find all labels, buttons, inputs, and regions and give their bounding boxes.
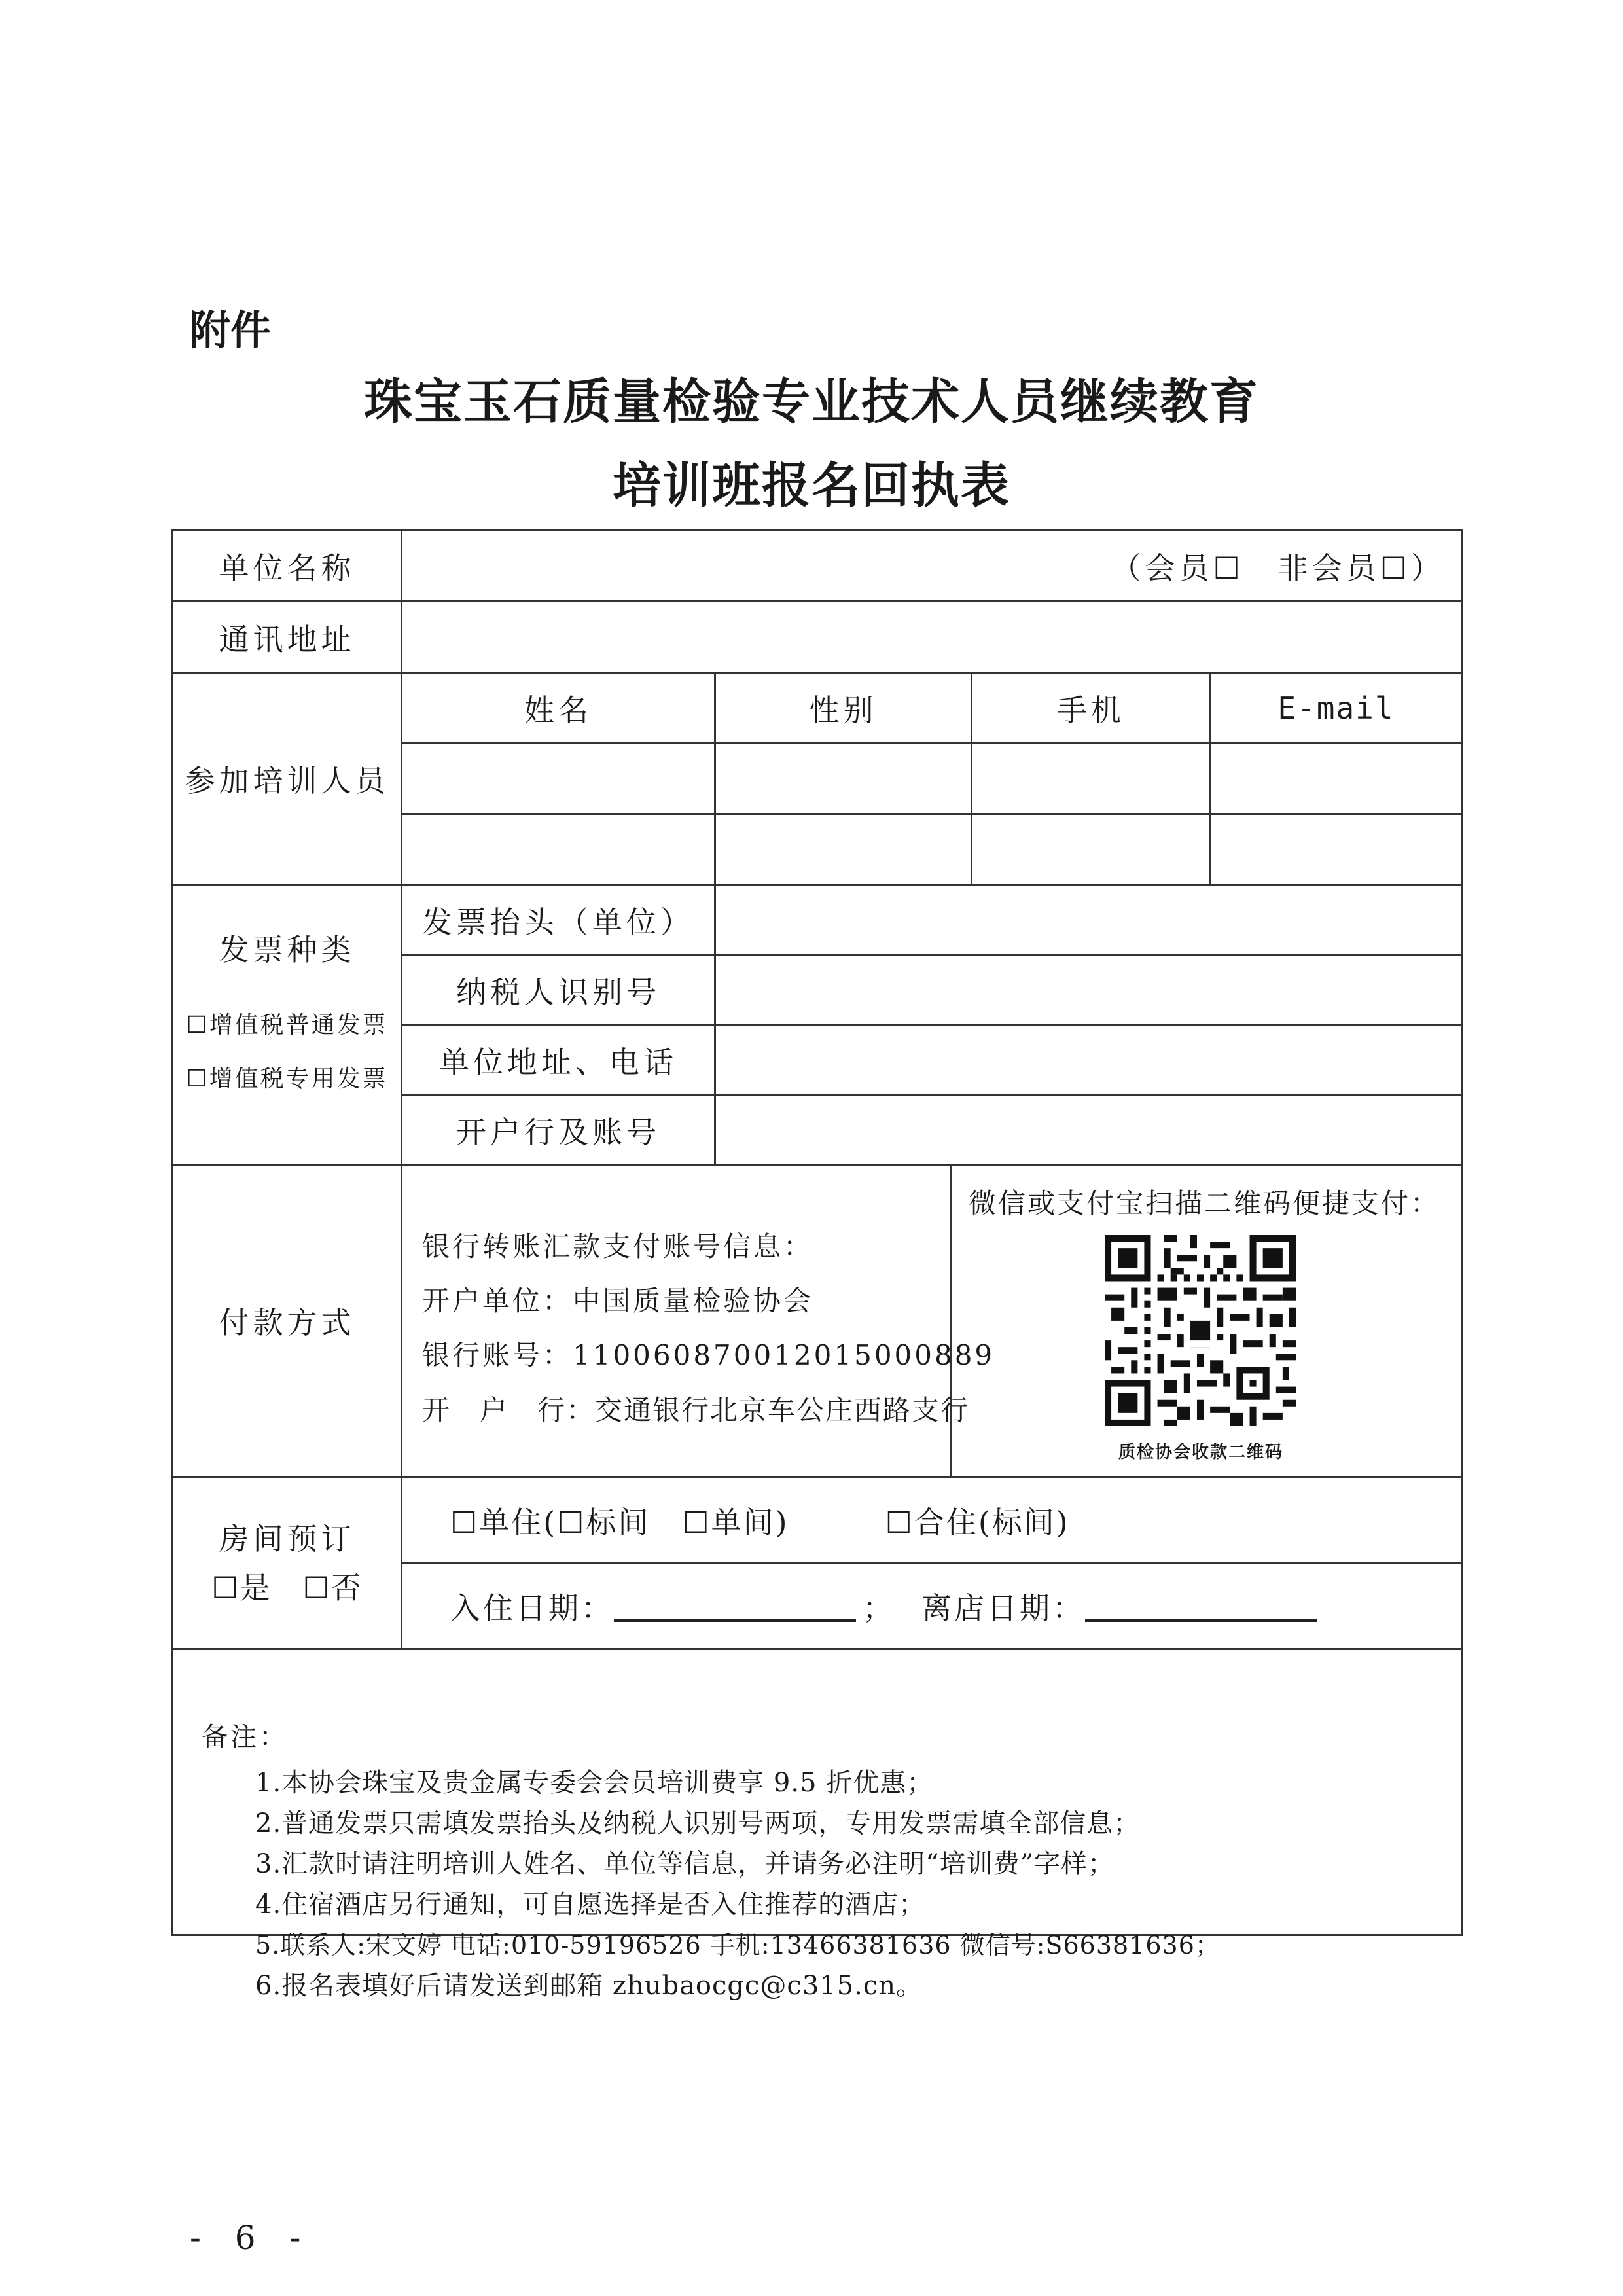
header-gender: 性别 [809, 692, 878, 728]
form-title-line1: 珠宝玉石质量检验专业技术人员继续教育 [364, 374, 1259, 430]
note-item: 5.联系人:宋文婷 电话:010-59196526 手机:13466381636 微信号:S66381636； [255, 1930, 1221, 1960]
payment-qr-code-icon [1105, 1235, 1296, 1426]
unit-name-label: 单位名称 [219, 550, 355, 586]
form-title-line2: 培训班报名回执表 [613, 457, 1010, 514]
unit-address-phone-label: 单位地址、电话 [439, 1045, 677, 1080]
member-choice[interactable]: （会员☐ 非会员☐） [1111, 550, 1445, 586]
participant-row[interactable] [402, 744, 1461, 813]
participants-label: 参加培训人员 [185, 763, 389, 798]
taxpayer-id-label: 纳税人识别号 [456, 975, 660, 1010]
checkout-date-field[interactable] [1085, 1590, 1317, 1622]
note-item: 3.汇款时请注明培训人姓名、单位等信息，并请务必注明“培训费”字样； [255, 1848, 1115, 1879]
bank-account-holder: 开户单位：中国质量检验协会 [422, 1285, 814, 1317]
room-booking-cell [173, 1478, 401, 1648]
address-field[interactable] [402, 602, 1461, 672]
bank-info-heading: 银行转账汇款支付账号信息： [422, 1230, 814, 1263]
bank-account-label: 开户行及账号 [456, 1114, 660, 1150]
room-booking-label: 房间预订 [219, 1521, 355, 1556]
header-name: 姓名 [524, 692, 592, 728]
participant-row[interactable] [402, 815, 1461, 884]
qr-caption: 质检协会收款二维码 [1118, 1443, 1283, 1462]
invoice-option-special[interactable]: ☐增值税专用发票 [186, 1065, 388, 1092]
bank-branch: 开 户 行：交通银行北京车公庄西路支行 [422, 1394, 970, 1426]
qr-heading: 微信或支付宝扫描二维码便捷支付： [969, 1187, 1440, 1219]
checkout-label: 离店日期： [921, 1590, 1085, 1626]
page-number: - 6 - [190, 2219, 313, 2257]
header-email: E-mail [1277, 691, 1395, 726]
address-label: 通讯地址 [219, 621, 355, 657]
date-separator: ； [863, 1590, 895, 1626]
unit-name-field[interactable] [402, 531, 1461, 600]
notes-title: 备注： [202, 1721, 288, 1752]
invoice-title-field[interactable] [716, 886, 1461, 954]
unit-address-phone-field[interactable] [716, 1026, 1461, 1094]
invoice-option-normal[interactable]: ☐增值税普通发票 [186, 1011, 388, 1039]
attachment-label: 附件 [190, 306, 272, 354]
payment-method-label: 付款方式 [219, 1305, 355, 1340]
stay-dates-row [450, 1564, 1317, 1648]
checkin-date-field[interactable] [614, 1590, 856, 1622]
note-item: 6.报名表填好后请发送到邮箱 zhubaocgc@c315.cn。 [255, 1970, 923, 2001]
taxpayer-id-field[interactable] [716, 956, 1461, 1024]
note-item: 2.普通发票只需填发票抬头及纳税人识别号两项，专用发票需填全部信息； [255, 1808, 1141, 1839]
note-item: 1.本协会珠宝及贵金属专委会会员培训费享 9.5 折优惠； [255, 1767, 934, 1798]
room-yes-no[interactable]: ☐是 ☐否 [211, 1570, 363, 1605]
bank-account-number: 银行账号：110060870012015000889 [422, 1339, 995, 1371]
invoice-type-cell [173, 886, 401, 1164]
checkin-label: 入住日期： [450, 1590, 614, 1626]
room-type-options[interactable]: ☐单住(☐标间 ☐单间) ☐合住(标间) [450, 1504, 1070, 1540]
invoice-type-label: 发票种类 [219, 932, 355, 967]
bank-account-field[interactable] [716, 1096, 1461, 1164]
invoice-title-label: 发票抬头（单位） [422, 904, 694, 940]
header-mobile: 手机 [1057, 692, 1125, 728]
note-item: 4.住宿酒店另行通知，可自愿选择是否入住推荐的酒店； [255, 1889, 926, 1920]
